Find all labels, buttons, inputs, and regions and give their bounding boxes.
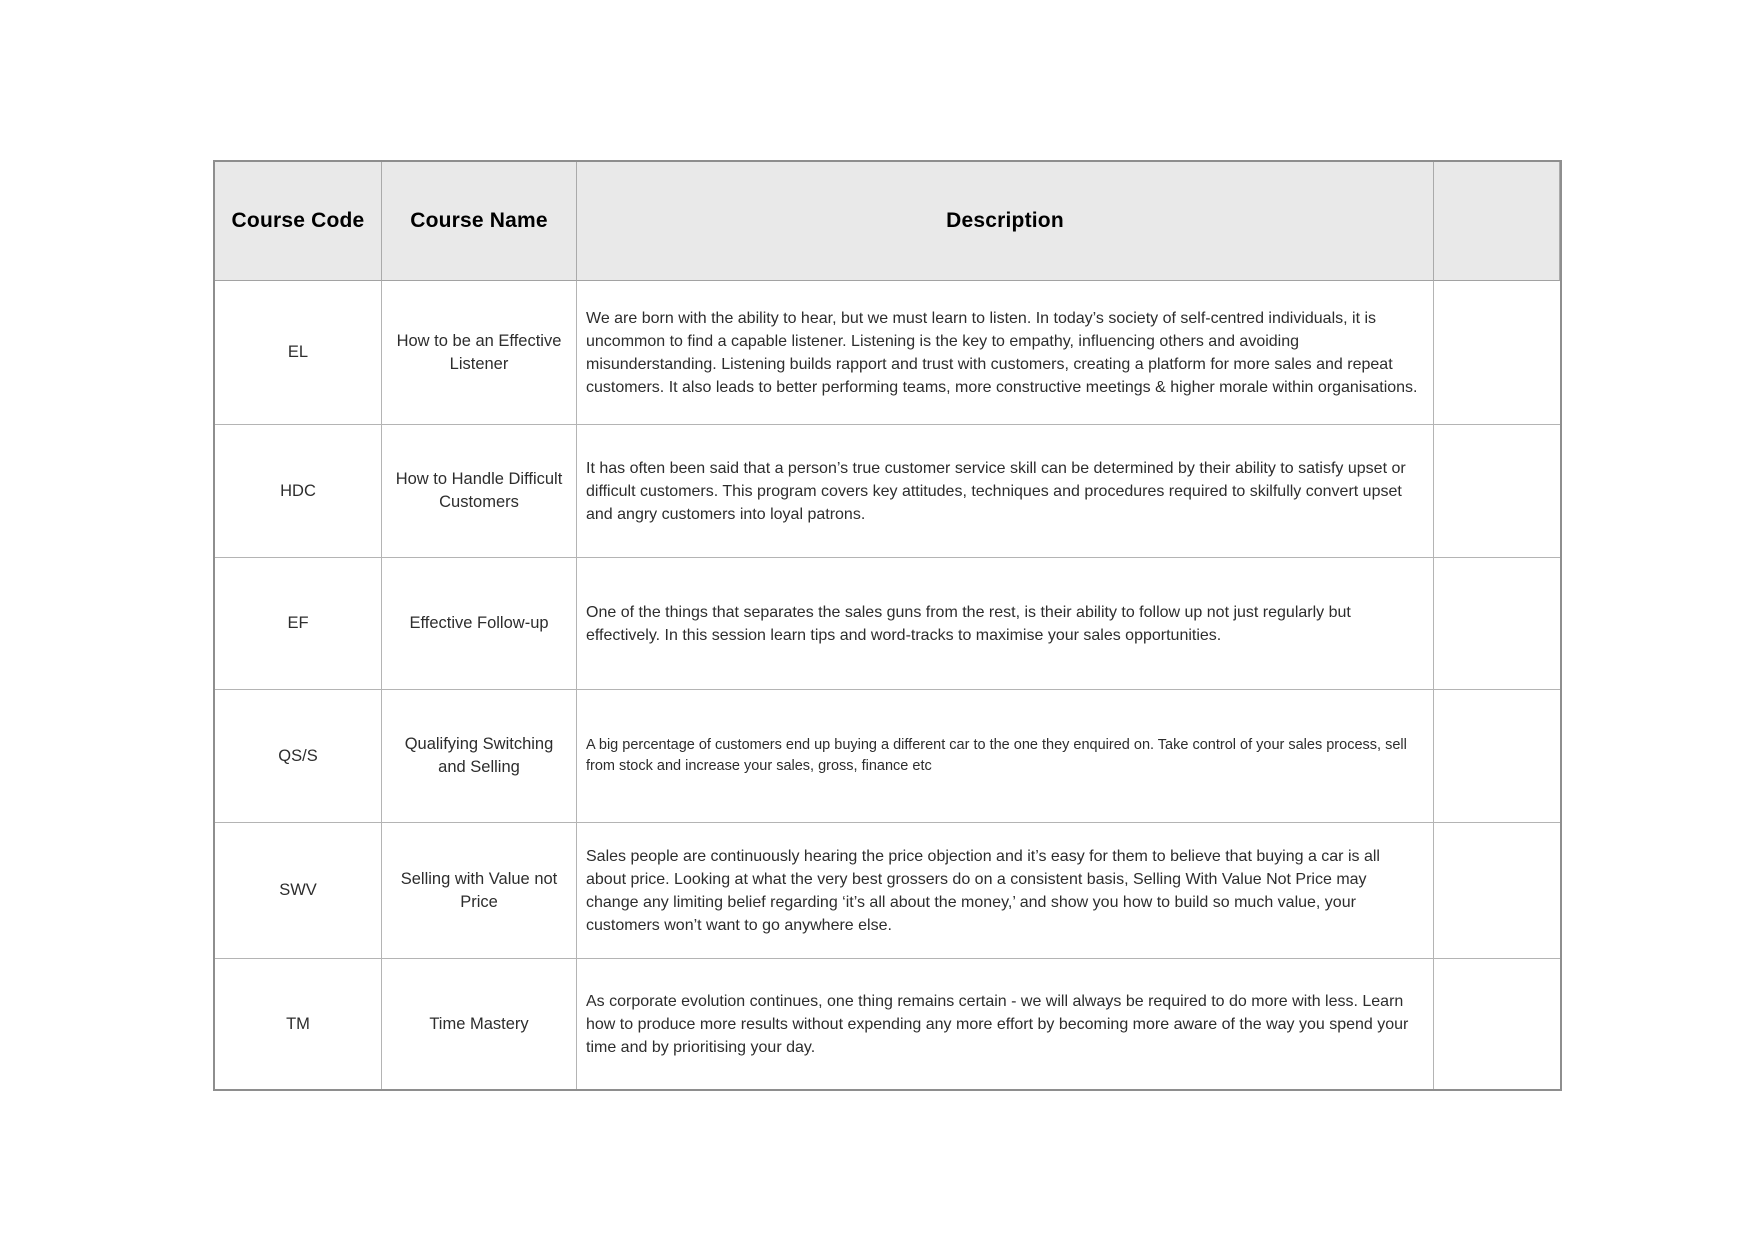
row-ef-name: Effective Follow-up [382,558,577,690]
row-tm-code: TM [215,959,382,1089]
row-el-empty-cell [1434,281,1560,425]
row-tm-description: As corporate evolution continues, one thing remains certain - we will always be required to do more with less. Learn how to produce more results without expending any more effort by becoming more aware of the way you spend your time and by prioritising your day. [577,959,1434,1089]
row-hdc-name: How to Handle Difficult Customers [382,425,577,558]
row-ef-description: One of the things that separates the sales guns from the rest, is their ability to follow up not just regularly but effectively. In this session learn tips and word-tracks to maximise your sales opportunities. [577,558,1434,690]
row-swv-description: Sales people are continuously hearing the price objection and it’s easy for them to believe that buying a car is all about price. Looking at what the very best grossers do on a consistent basis, Selling With Value Not Price may change any limiting belief regarding ‘it’s all about the money,’ and show you how to build so much value, your customers won’t want to go anywhere else. [577,823,1434,959]
row-swv-code: SWV [215,823,382,959]
row-qss-description: A big percentage of customers end up buying a different car to the one they enquired on. Take control of your sales process, sell from stock and increase your sales, gross, finance etc [577,690,1434,823]
row-hdc-code: HDC [215,425,382,558]
row-el-name: How to be an Effective Listener [382,281,577,425]
header-course-name: Course Name [382,162,577,281]
row-el-code: EL [215,281,382,425]
row-qss-empty-cell [1434,690,1560,823]
row-ef-empty-cell [1434,558,1560,690]
row-qss-name: Qualifying Switching and Selling [382,690,577,823]
header-empty [1434,162,1560,281]
row-el-description: We are born with the ability to hear, but we must learn to listen. In today’s society of self-centred individuals, it is uncommon to find a capable listener. Listening is the key to empathy, influencing others and avoiding misunderstanding. Listening builds rapport and trust with customers, creating a platform for more sales and repeat customers. It also leads to better performing teams, more constructive meetings & higher morale within organisations. [577,281,1434,425]
row-tm-empty-cell [1434,959,1560,1089]
row-hdc-description: It has often been said that a person’s true customer service skill can be determined by their ability to satisfy upset or difficult customers. This program covers key attitudes, techniques and procedures required to skilfully convert upset and angry customers into loyal patrons. [577,425,1434,558]
header-description: Description [577,162,1434,281]
row-qss-code: QS/S [215,690,382,823]
row-swv-empty-cell [1434,823,1560,959]
row-swv-name: Selling with Value not Price [382,823,577,959]
course-table [213,160,1562,1091]
row-tm-name: Time Mastery [382,959,577,1089]
row-ef-code: EF [215,558,382,690]
header-course-code: Course Code [215,162,382,281]
row-hdc-empty-cell [1434,425,1560,558]
